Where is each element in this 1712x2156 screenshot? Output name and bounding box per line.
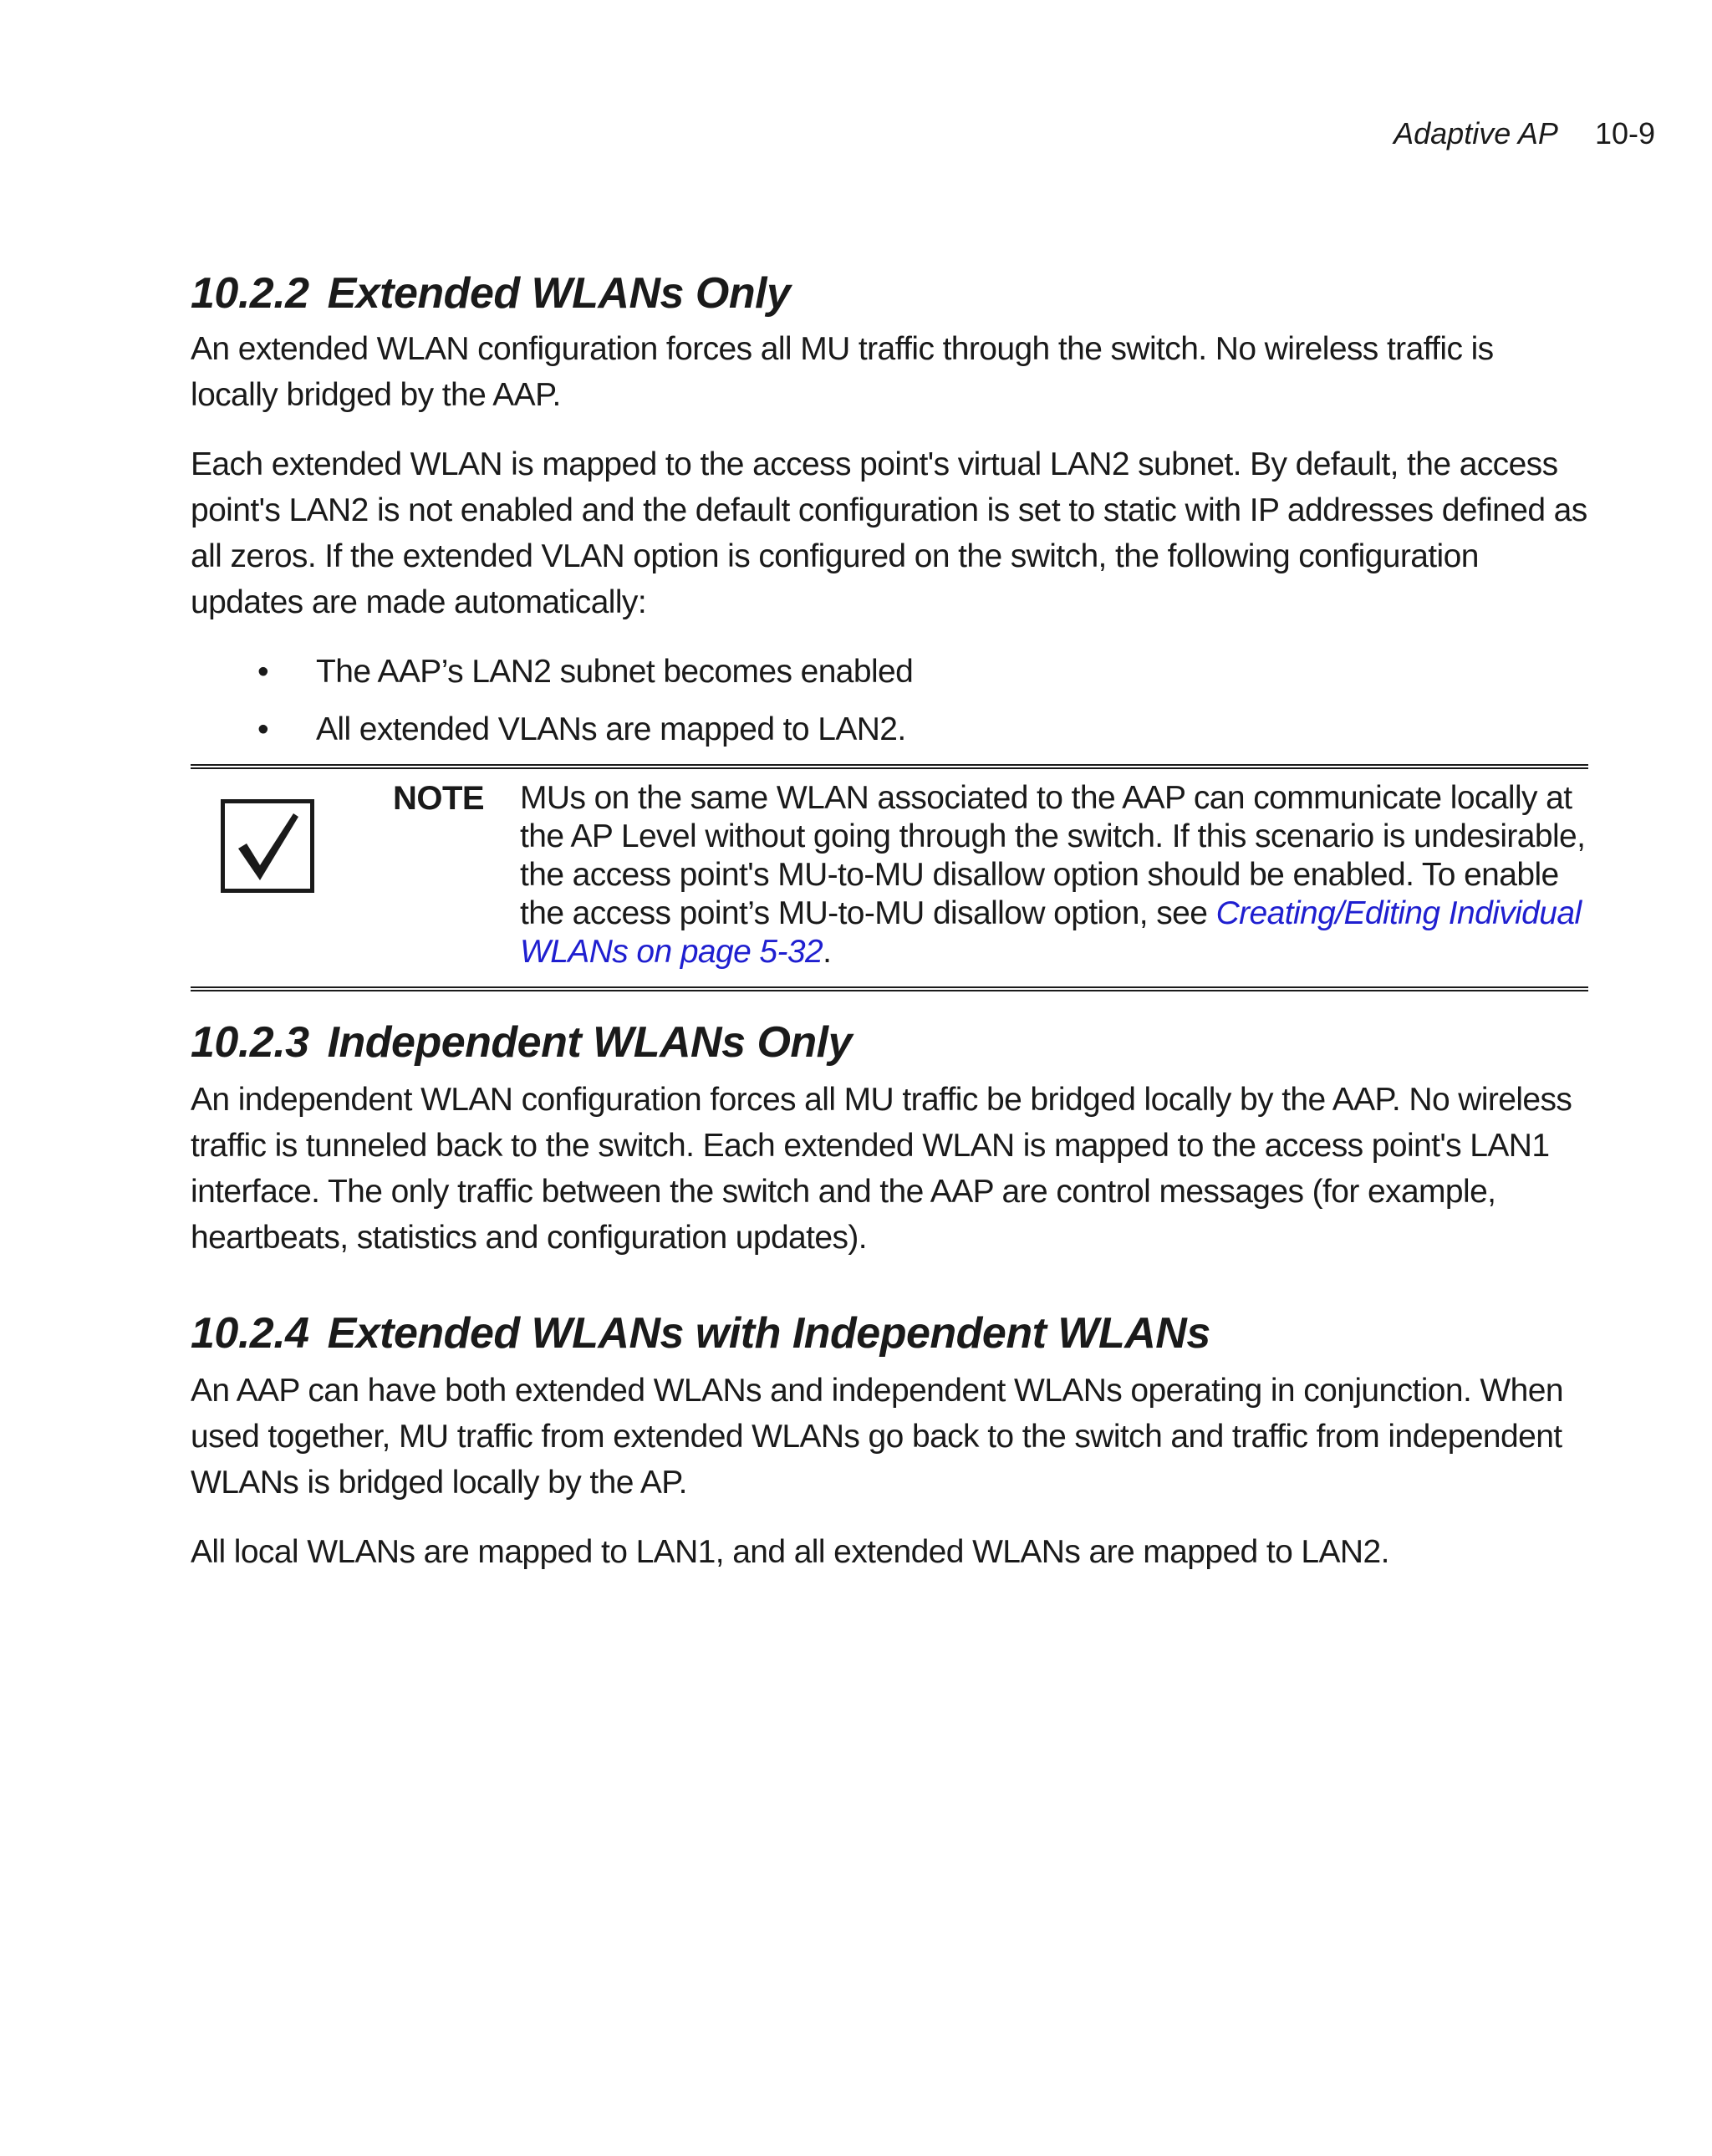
list-item (191, 649, 1588, 695)
section-number: 10.2.4 (191, 1309, 309, 1358)
page-content (191, 268, 1588, 1575)
chapter-title: Adaptive AP (1394, 116, 1558, 150)
note-body: MUs on the same WLAN associated to the AAP can communicate locally at the AP Level without going through the switch. If this scenario is undesirable, the access point's MU-to-MU disallow option should be enabled. To enable the access point’s MU-to-MU disallow option, see (520, 780, 1586, 931)
section-title: Extended WLANs with Independent WLANs (327, 1309, 1210, 1358)
paragraph: Each extended WLAN is mapped to the access point's virtual LAN2 subnet. By default, the access point's LAN2 is not enabled and the default configuration is set to static with IP addresses defined as all zeros. If the extended VLAN option is configured on the switch, the following configuration updates are made automatically: (191, 446, 1587, 620)
section-heading (191, 1307, 1588, 1359)
list-item (191, 706, 1588, 752)
checkmark-box-icon (221, 799, 314, 893)
note-box (191, 764, 1588, 991)
list-item-text: The AAP’s LAN2 subnet becomes enabled (316, 654, 914, 690)
running-header (1394, 115, 1655, 152)
list-item-text: All extended VLANs are mapped to LAN2. (316, 711, 906, 747)
paragraph: An extended WLAN configuration forces all MU traffic through the switch. No wireless traffic is locally bridged by the AAP. (191, 331, 1494, 413)
note-label: NOTE (393, 780, 485, 817)
section-heading (191, 268, 1588, 319)
section-title: Extended WLANs Only (327, 269, 791, 318)
section-extended-with-independent (191, 1307, 1588, 1575)
section-independent-wlans-only (191, 1017, 1588, 1261)
bullet-list (191, 649, 1588, 752)
paragraph: An AAP can have both extended WLANs and independent WLANs operating in conjunction. When used together, MU traffic from extended WLANs go back to the switch and traffic from independent WLANs is bridged locally by the AP. (191, 1373, 1563, 1501)
bullet-icon: • (257, 711, 269, 747)
note-trailing: . (823, 934, 832, 970)
bullet-icon: • (257, 654, 269, 690)
cross-reference-link[interactable]: Creating/Editing Individual WLANs on page 5-32 (520, 895, 1582, 970)
note-text (520, 779, 1588, 971)
section-heading (191, 1017, 1588, 1068)
paragraph: An independent WLAN configuration forces all MU traffic be bridged locally by the AAP. No wireless traffic is tunneled back to the switch. Each extended WLAN is mapped to the access point's LAN1 interface. The only traffic between the switch and the AAP are control messages (for example, heartbeats, statistics and configuration updates). (191, 1082, 1572, 1256)
section-number: 10.2.2 (191, 269, 309, 318)
section-number: 10.2.3 (191, 1018, 309, 1067)
section-extended-wlans-only (191, 268, 1588, 991)
section-title: Independent WLANs Only (327, 1018, 853, 1067)
paragraph: All local WLANs are mapped to LAN1, and all extended WLANs are mapped to LAN2. (191, 1534, 1389, 1570)
page-number: 10-9 (1594, 116, 1655, 150)
